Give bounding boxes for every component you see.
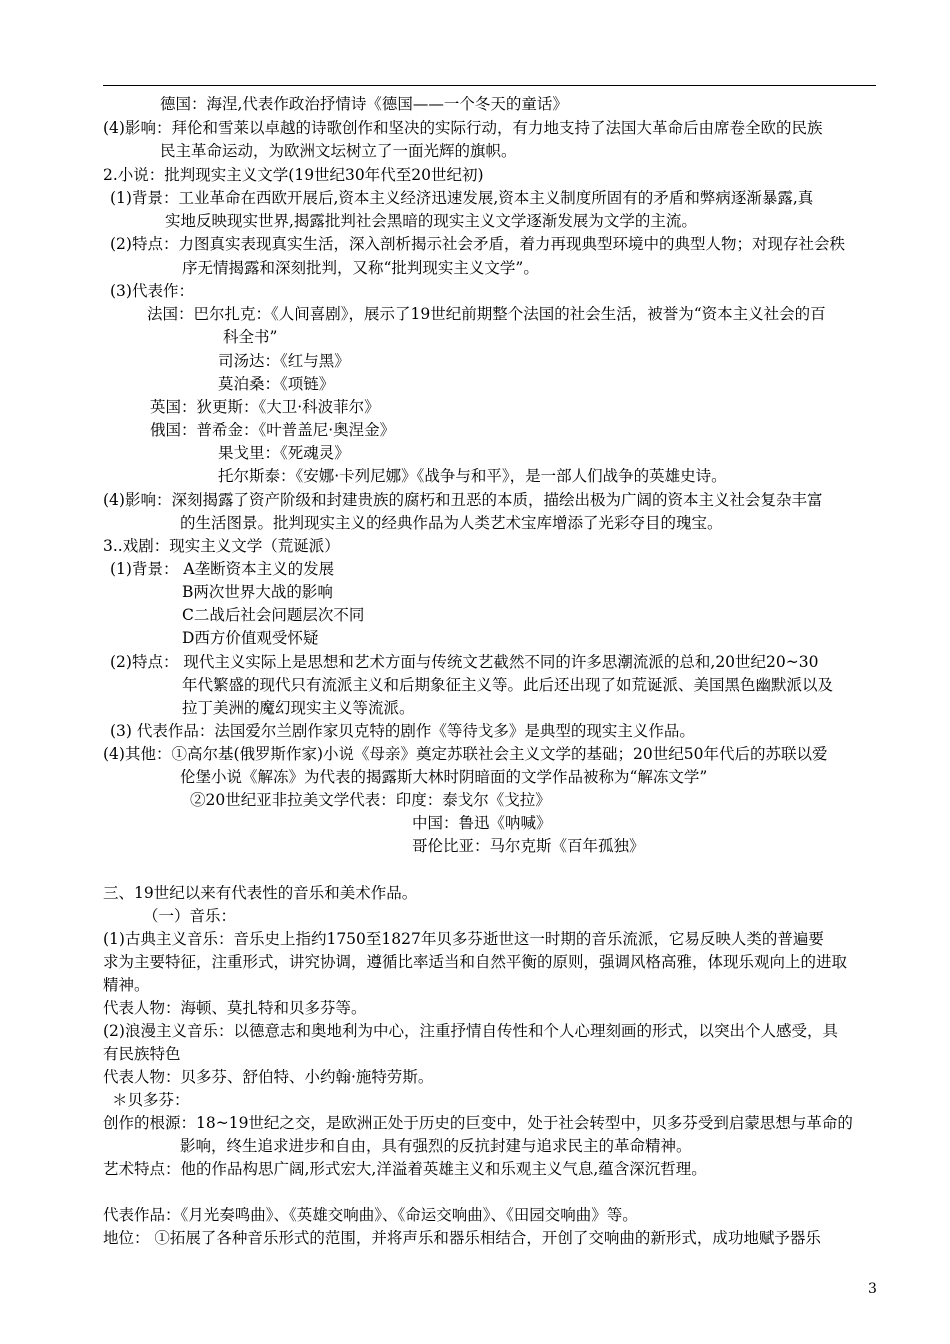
text-line: 精神。 — [103, 976, 150, 994]
text-line: 有民族特色 — [103, 1045, 181, 1063]
text-line: 3..戏剧：现实主义文学（荒诞派） — [103, 537, 340, 555]
text-line: 哥伦比亚：马尔克斯《百年孤独》 — [412, 837, 645, 855]
subsection-heading: （一）音乐： — [143, 907, 237, 925]
text-line: 英国：狄更斯：《大卫·科波菲尔》 — [150, 398, 380, 416]
text-line: 序无情揭露和深刻批判，又称“批判现实主义文学”。 — [182, 259, 539, 277]
text-line: (1)背景： A垄断资本主义的发展 — [110, 560, 335, 578]
text-line: (4)影响：拜伦和雪莱以卓越的诗歌创作和坚决的实际行动，有力地支持了法国大革命后由席卷全欧的民族 — [103, 119, 823, 137]
text-line: 求为主要特征，注重形式，讲究协调，遵循比率适当和自然平衡的原则，强调风格高雅，体现乐观向上的进取 — [103, 953, 848, 971]
text-line: 拉丁美洲的魔幻现实主义等流派。 — [182, 699, 415, 717]
text-line: 托尔斯泰：《安娜·卡列尼娜》《战争与和平》，是一部人们战争的英雄史诗。 — [218, 467, 727, 485]
text-line: 中国：鲁迅《呐喊》 — [412, 814, 552, 832]
text-line: 法国：巴尔扎克：《人间喜剧》，展示了19世纪前期整个法国的社会生活，被誉为“资本主义社会的百 — [147, 305, 826, 323]
text-line: (2)浪漫主义音乐：以德意志和奥地利为中心，注重抒情自传性和个人心理刻画的形式，以突出个人感受，具 — [103, 1022, 838, 1040]
text-line: 艺术特点：他的作品构思广阔,形式宏大,洋溢着英雄主义和乐观主义气息,蕴含深沉哲理。 — [103, 1160, 707, 1178]
text-line: (4)影响：深刻揭露了资产阶级和封建贵族的腐朽和丑恶的本质，描绘出极为广阔的资本主义社会复杂丰富 — [103, 491, 823, 509]
text-line: 伦堡小说《解冻》为代表的揭露斯大林时阴暗面的文学作品被称为“解冻文学” — [180, 768, 708, 786]
header-rule — [103, 85, 876, 86]
text-line: 地位： ①拓展了各种音乐形式的范围，并将声乐和器乐相结合，开创了交响曲的新形式，成功地赋予器乐 — [103, 1229, 821, 1247]
text-line: 代表作品：《月光奏鸣曲》、《英雄交响曲》、《命运交响曲》、《田园交响曲》等。 — [103, 1206, 638, 1224]
text-line: 年代繁盛的现代只有流派主义和后期象征主义等。此后还出现了如荒诞派、美国黑色幽默派以及 — [182, 676, 834, 694]
text-line: 的生活图景。批判现实主义的经典作品为人类艺术宝库增添了光彩夺目的瑰宝。 — [180, 514, 723, 532]
section-heading: 三、19世纪以来有代表性的音乐和美术作品。 — [103, 884, 418, 902]
text-line: (1)古典主义音乐：音乐史上指约1750至1827年贝多芬逝世这一时期的音乐流派，它易反映人类的普遍要 — [103, 930, 824, 948]
text-line: 实地反映现实世界,揭露批判社会黑暗的现实主义文学逐渐发展为文学的主流。 — [165, 212, 697, 230]
text-line: ②20世纪亚非拉美文学代表：印度：泰戈尔《戈拉》 — [190, 791, 551, 809]
text-line: D西方价值观受怀疑 — [182, 629, 319, 647]
text-line: 民主革命运动，为欧洲文坛树立了一面光辉的旗帜。 — [160, 142, 517, 160]
text-line: 俄国：普希金：《叶普盖尼·奥涅金》 — [150, 421, 396, 439]
text-line: (4)其他：①高尔基(俄罗斯作家)小说《母亲》奠定苏联社会主义文学的基础；20世纪50年代后的苏联以爱 — [103, 745, 828, 763]
text-line: 司汤达：《红与黑》 — [218, 352, 350, 370]
text-line: 影响，终生追求进步和自由，具有强烈的反抗封建与追求民主的革命精神。 — [180, 1137, 692, 1155]
text-line: 2.小说：批判现实主义文学(19世纪30年代至20世纪初) — [103, 166, 484, 184]
text-line: 德国：海涅,代表作政治抒情诗《德国——一个冬天的童话》 — [160, 95, 568, 113]
text-line: 代表人物：贝多芬、舒伯特、小约翰·施特劳斯。 — [103, 1068, 434, 1086]
text-line: 科全书” — [223, 328, 278, 346]
text-line: 果戈里：《死魂灵》 — [218, 444, 350, 462]
text-line: (3) 代表作品：法国爱尔兰剧作家贝克特的剧作《等待戈多》是典型的现实主义作品。 — [110, 722, 695, 740]
page-number: 3 — [868, 1281, 877, 1297]
text-line: (2)特点： 现代主义实际上是思想和艺术方面与传统文艺截然不同的许多思潮流派的总和,20世纪20~30 — [110, 653, 819, 671]
text-line: 代表人物：海顿、莫扎特和贝多芬等。 — [103, 999, 367, 1017]
text-line: 创作的根源：18~19世纪之交，是欧洲正处于历史的巨变中，处于社会转型中，贝多芬受到启蒙思想与革命的 — [103, 1114, 853, 1132]
text-line: C二战后社会问题层次不同 — [182, 606, 365, 624]
text-line: (3)代表作： — [110, 282, 194, 300]
text-line: (1)背景：工业革命在西欧开展后,资本主义经济迅速发展,资本主义制度所固有的矛盾和弊病逐渐暴露,真 — [110, 189, 814, 207]
text-line: B两次世界大战的影响 — [182, 583, 333, 601]
text-line: ＊贝多芬： — [112, 1091, 190, 1109]
text-line: (2)特点：力图真实表现真实生活，深入剖析揭示社会矛盾，着力再现典型环境中的典型人物；对现存社会秩 — [110, 235, 845, 253]
text-line: 莫泊桑：《项链》 — [218, 375, 335, 393]
